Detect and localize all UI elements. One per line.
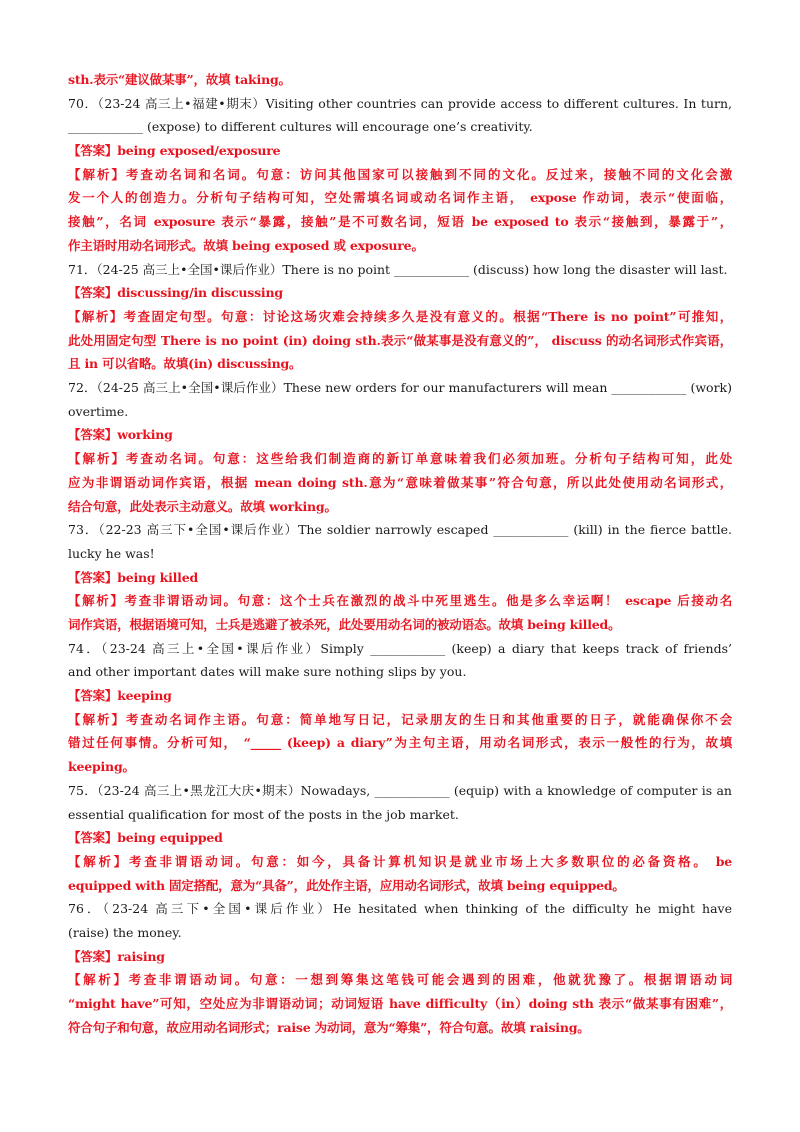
- question-text-line: essential qualification for most of the posts in the job market.: [68, 806, 459, 822]
- answer-text-line: 【答案】being equipped: [68, 830, 223, 846]
- question-text-line: ____________ (expose) to different cultures will encourage one’s creativity.: [68, 119, 533, 135]
- question-text-line: 74．（23-24 高三上•全国•课后作业）Simply ____________ (keep) a diary that keeps track of friends’: [68, 640, 732, 656]
- question-text-line: 75．（23-24 高三上•黑龙江大庆•期末）Nowadays, ____________ (equip) with a knowledge of computer is an: [68, 782, 732, 798]
- answer-text-line: 【答案】discussing/in discussing: [68, 285, 283, 301]
- answer-text-line: 【解析】考查固定句型。句意：讨论这场灾难会持续多久是没有意义的。根据“There is no point”可推知，: [68, 308, 732, 324]
- answer-text-line: 词作宾语，根据语境可知，士兵是逃避了被杀死，此处要用动名词的被动语态。故填 being killed。: [68, 617, 621, 632]
- answer-text-line: 【答案】being exposed/exposure: [68, 143, 281, 159]
- question-text-line: 72．（24-25 高三上•全国•课后作业）These new orders for our manufacturers will mean ____________ (work): [68, 380, 732, 396]
- question-text-line: 76．（23-24 高三下•全国•课后作业）He hesitated when thinking of the difficulty he might have: [68, 901, 732, 917]
- answer-text-line: 【答案】being killed: [68, 569, 199, 585]
- answer-text-line: 【解析】考查动名词作主语。句意：简单地写日记，记录朋友的生日和其他重要的日子，就能确保你不会: [68, 711, 732, 727]
- answer-text-line: 【解析】考查动名词和名词。句意：访问其他国家可以接触到不同的文化。反过来，接触不同的文化会激: [68, 166, 732, 182]
- answer-text-line: 【解析】考查动名词。句意：这些给我们制造商的新订单意味着我们必须加班。分析句子结构可知，此处: [68, 451, 732, 467]
- answer-text-line: 【答案】working: [68, 427, 173, 443]
- answer-text-line: 【解析】考查非谓语动词。句意：这个士兵在激烈的战斗中死里逃生。他是多么幸运啊！ escape 后接动名: [68, 593, 732, 609]
- page-content: [68, 68, 732, 1040]
- answer-text-line: 且 in 可以省略。故填(in) discussing。: [68, 356, 302, 372]
- answer-text-line: 符合句子和句意，故应用动名词形式；raise 为动词，意为“筹集”，符合句意。故填 raising。: [68, 1019, 590, 1035]
- answer-text-line: “might have”可知，空处应为非谓语动词；动词短语 have difficulty（in）doing sth 表示“做某事有困难”，: [68, 996, 732, 1012]
- answer-text-line: 结合句意，此处表示主动意义。故填 working。: [68, 498, 337, 514]
- answer-text-line: 错过任何事情。分析可知， “_____ (keep) a diary”为主句主语，用动名词形式，表示一般性的行为，故填: [68, 735, 732, 751]
- answer-text-line: equipped with 固定搭配，意为“具备”，此处作主语，应用动名词形式，故填 being equipped。: [68, 877, 625, 893]
- answer-text-line: 【解析】考查非谓语动词。句意：如今，具备计算机知识是就业市场上大多数职位的必备资格。 be: [68, 853, 732, 869]
- answer-text-line: 【答案】raising: [68, 948, 165, 964]
- answer-text-line: 作主语时用动名词形式。故填 being exposed 或 exposure。: [68, 237, 424, 253]
- question-text-line: overtime.: [68, 403, 129, 419]
- answer-text-line: 接触”，名词 exposure 表示“暴露，接触”是不可数名词，短语 be exposed to 表示“接触到，暴露于”，: [68, 214, 732, 230]
- question-text-line: 71．（24-25 高三上•全国•课后作业）There is no point ____________ (discuss) how long the disaster will last.: [68, 261, 728, 277]
- question-text-line: lucky he was!: [68, 545, 155, 561]
- question-text-line: 70．（23-24 高三上•福建•期末）Visiting other countries can provide access to different cultures. In turn,: [68, 95, 732, 111]
- answer-text-line: sth.表示“建议做某事”，故填 taking。: [68, 72, 291, 87]
- question-text-line: and other important dates will make sure nothing slips by you.: [68, 664, 467, 680]
- question-text-line: (raise) the money.: [68, 925, 182, 941]
- question-text-line: 73．（22-23 高三下•全国•课后作业）The soldier narrowly escaped ____________ (kill) in the fierce battle.: [68, 522, 732, 538]
- answer-text-line: 【解析】考查非谓语动词。句意：一想到筹集这笔钱可能会遇到的困难，他就犹豫了。根据谓语动词: [68, 972, 732, 988]
- answer-text-line: 应为非谓语动词作宾语，根据 mean doing sth.意为“意味着做某事”符合句意，所以此处使用动名词形式，: [68, 474, 732, 490]
- answer-text-line: keeping。: [68, 759, 135, 775]
- answer-text-line: 此处用固定句型 There is no point (in) doing sth.表示“做某事是没有意义的”， discuss 的动名词形式作宾语，: [68, 332, 732, 348]
- answer-text-line: 发一个人的创造力。分析句子结构可知，空处需填名词或动名词作主语， expose 作动词，表示“使面临，: [68, 190, 732, 206]
- answer-text-line: 【答案】keeping: [68, 688, 172, 704]
